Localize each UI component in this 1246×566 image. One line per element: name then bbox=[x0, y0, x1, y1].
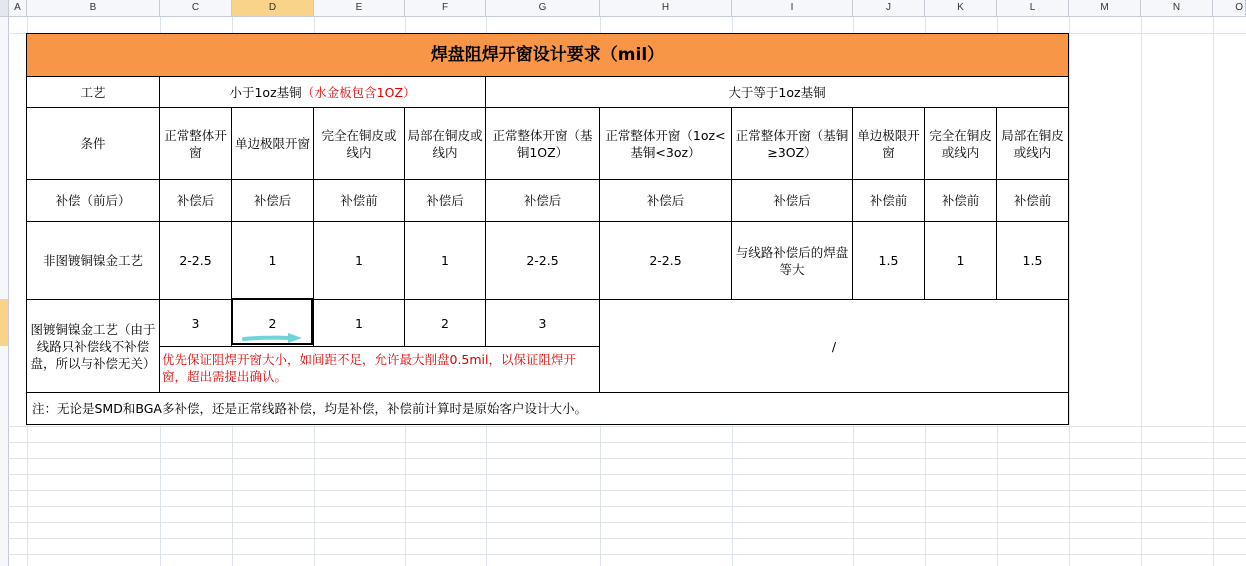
compensation-cell[interactable]: 补偿前 bbox=[853, 180, 925, 222]
gridline bbox=[8, 522, 1246, 523]
column-header-n[interactable]: N bbox=[1141, 0, 1213, 16]
group-small-note: （水金板包含1OZ） bbox=[301, 84, 416, 100]
gridline bbox=[1213, 17, 1214, 566]
row-label-non-pattern-plating[interactable]: 非图镀铜镍金工艺 bbox=[27, 222, 160, 300]
compensation-cell[interactable]: 补偿后 bbox=[486, 180, 600, 222]
gridline bbox=[1141, 17, 1142, 566]
condition-cell[interactable]: 单边极限开窗 bbox=[853, 108, 925, 180]
value-cell[interactable]: 3 bbox=[486, 300, 600, 347]
group-header-large[interactable]: 大于等于1oz基铜 bbox=[486, 77, 1069, 108]
gridline bbox=[8, 458, 1246, 459]
value-cell[interactable]: 2 bbox=[405, 300, 486, 347]
group-small-text: 小于1oz基铜 bbox=[229, 84, 302, 100]
compensation-cell[interactable]: 补偿前 bbox=[997, 180, 1069, 222]
condition-cell[interactable]: 正常整体开窗 bbox=[160, 108, 232, 180]
value-cell[interactable]: 与线路补偿后的焊盘等大 bbox=[732, 222, 853, 300]
value-cell[interactable]: 1.5 bbox=[997, 222, 1069, 300]
active-row-marker bbox=[0, 299, 8, 346]
not-applicable-cell[interactable]: / bbox=[600, 300, 1069, 393]
value-cell-selected[interactable]: 2 bbox=[232, 300, 314, 347]
priority-note[interactable]: 优先保证阻焊开窗大小，如间距不足，允许最大削盘0.5mil，以保证阻焊开窗，超出需提出确认。 bbox=[160, 347, 600, 393]
compensation-cell[interactable]: 补偿后 bbox=[405, 180, 486, 222]
condition-cell[interactable]: 局部在铜皮或线内 bbox=[405, 108, 486, 180]
column-header-f[interactable]: F bbox=[405, 0, 486, 16]
condition-cell[interactable]: 正常整体开窗（基铜1OZ） bbox=[486, 108, 600, 180]
column-header-h[interactable]: H bbox=[600, 0, 732, 16]
column-header-o[interactable]: O bbox=[1213, 0, 1246, 16]
arrow-icon bbox=[242, 331, 308, 345]
column-header-c[interactable]: C bbox=[160, 0, 232, 16]
condition-cell[interactable]: 完全在铜皮或线内 bbox=[314, 108, 405, 180]
column-header-k[interactable]: K bbox=[925, 0, 997, 16]
gridline bbox=[8, 490, 1246, 491]
compensation-cell[interactable]: 补偿前 bbox=[314, 180, 405, 222]
value-cell[interactable]: 1 bbox=[314, 222, 405, 300]
column-header-d[interactable]: D bbox=[232, 0, 314, 16]
value-cell[interactable]: 2-2.5 bbox=[600, 222, 732, 300]
column-header-g[interactable]: G bbox=[486, 0, 600, 16]
condition-cell[interactable]: 完全在铜皮或线内 bbox=[925, 108, 997, 180]
column-header-b[interactable]: B bbox=[27, 0, 160, 16]
process-label[interactable]: 工艺 bbox=[27, 77, 160, 108]
value-cell[interactable]: 2-2.5 bbox=[486, 222, 600, 300]
value-cell[interactable]: 1 bbox=[405, 222, 486, 300]
compensation-cell[interactable]: 补偿后 bbox=[600, 180, 732, 222]
condition-cell[interactable]: 单边极限开窗 bbox=[232, 108, 314, 180]
column-header-l[interactable]: L bbox=[997, 0, 1069, 16]
condition-cell[interactable]: 正常整体开窗（1oz<基铜<3oz） bbox=[600, 108, 732, 180]
column-header-i[interactable]: I bbox=[732, 0, 853, 16]
value-cell[interactable]: 1 bbox=[232, 222, 314, 300]
value-cell[interactable]: 2-2.5 bbox=[160, 222, 232, 300]
gridline bbox=[8, 506, 1246, 507]
column-header-j[interactable]: J bbox=[853, 0, 925, 16]
compensation-label[interactable]: 补偿（前后） bbox=[27, 180, 160, 222]
condition-cell[interactable]: 正常整体开窗（基铜≥3OZ） bbox=[732, 108, 853, 180]
column-header-a[interactable]: A bbox=[9, 0, 27, 16]
solder-mask-table bbox=[26, 33, 1069, 425]
gridline bbox=[8, 474, 1246, 475]
row-header-strip[interactable] bbox=[0, 17, 9, 566]
gridline bbox=[8, 554, 1246, 555]
compensation-cell[interactable]: 补偿前 bbox=[925, 180, 997, 222]
gridline bbox=[1069, 17, 1070, 566]
footer-note[interactable]: 注：无论是SMD和BGA多补偿，还是正常线路补偿，均是补偿，补偿前计算时是原始客户设计大小。 bbox=[27, 393, 1069, 425]
column-header-e[interactable]: E bbox=[314, 0, 405, 16]
row-label-pattern-plating[interactable]: 图镀铜镍金工艺（由于线路只补偿线不补偿盘，所以与补偿无关） bbox=[27, 300, 160, 393]
table-title[interactable]: 焊盘阻焊开窗设计要求（mil） bbox=[27, 34, 1069, 77]
gridline bbox=[8, 426, 1246, 427]
value-cell[interactable]: 1 bbox=[925, 222, 997, 300]
value-cell[interactable]: 3 bbox=[160, 300, 232, 347]
column-header-m[interactable]: M bbox=[1069, 0, 1141, 16]
gridline bbox=[8, 442, 1246, 443]
value-cell[interactable]: 1.5 bbox=[853, 222, 925, 300]
condition-label[interactable]: 条件 bbox=[27, 108, 160, 180]
compensation-cell[interactable]: 补偿后 bbox=[232, 180, 314, 222]
group-header-small[interactable] bbox=[160, 77, 486, 108]
condition-cell[interactable]: 局部在铜皮或线内 bbox=[997, 108, 1069, 180]
compensation-cell[interactable]: 补偿后 bbox=[732, 180, 853, 222]
select-all-corner[interactable] bbox=[0, 0, 9, 16]
gridline bbox=[8, 538, 1246, 539]
compensation-cell[interactable]: 补偿后 bbox=[160, 180, 232, 222]
value-cell[interactable]: 1 bbox=[314, 300, 405, 347]
column-header-bar bbox=[0, 0, 1246, 17]
